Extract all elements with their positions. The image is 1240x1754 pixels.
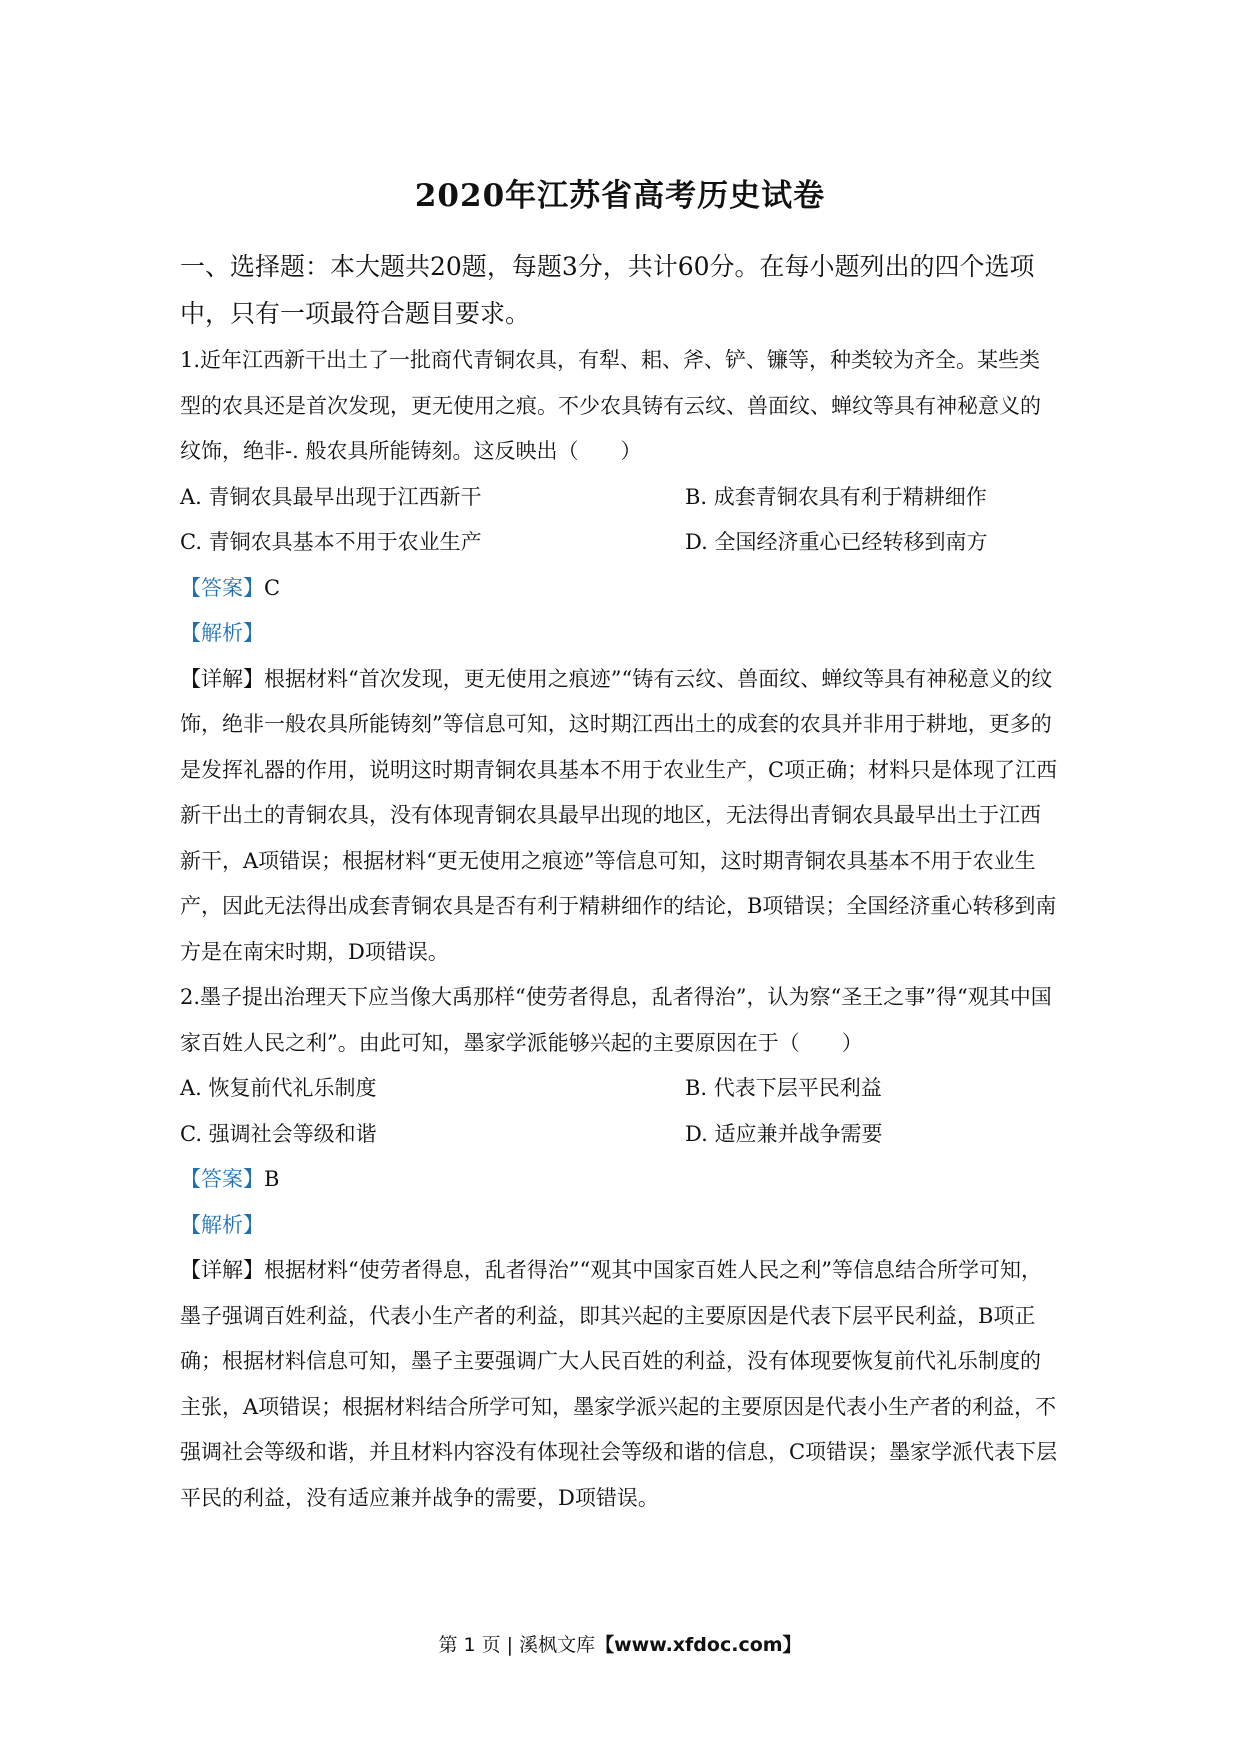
option-c: C. 青铜农具基本不用于农业生产 bbox=[180, 530, 482, 554]
question-stem: 1.近年江西新干出土了一批商代青铜农具，有犁、耜、斧、铲、镰等，种类较为齐全。某些类型的农具还是首次发现，更无使用之痕。不少农具铸有云纹、兽面纹、蝉纹等具有神秘意义的纹饰，绝非-. 般农具所能铸刻。这反映出（ ） bbox=[180, 348, 1041, 463]
detail-text: 根据材料“使劳者得息，乱者得治”“观其中国家百姓人民之利”等信息结合所学可知，墨子强调百姓利益，代表小生产者的利益，即其兴起的主要原因是代表下层平民利益，B项正确；根据材料信息可知，墨子主要强调广大人民百姓的利益，没有体现要恢复前代礼乐制度的主张，A项错误；根据材料结合所学可知，墨家学派兴起的主要原因是代表小生产者的利益，不强调社会等级和谐，并且材料内容没有体现社会等级和谐的信息，C项错误；墨家学派代表下层平民的利益，没有适应兼并战争的需要，D项错误。 bbox=[180, 1258, 1058, 1510]
footer-separator: | bbox=[506, 1634, 514, 1656]
option-list bbox=[180, 475, 1060, 566]
site-url: 【www.xfdoc.com】 bbox=[595, 1634, 802, 1656]
site-name: 溪枫文库 bbox=[519, 1634, 596, 1656]
analysis-line bbox=[180, 1203, 1060, 1249]
question-stem: 2.墨子提出治理天下应当像大禹那样“使劳者得息，乱者得治”，认为察“圣王之事”得“观其中国家百姓人民之利”。由此可知，墨家学派能够兴起的主要原因在于（ ） bbox=[180, 985, 1052, 1055]
option-c: C. 强调社会等级和谐 bbox=[180, 1121, 377, 1146]
option-b: B. 成套青铜农具有利于精耕细作 bbox=[685, 484, 987, 509]
question-list bbox=[180, 338, 1060, 1521]
analysis-tag: 【解析】 bbox=[180, 621, 264, 645]
page-number: 第 1 页 bbox=[438, 1634, 501, 1656]
detail-paragraph bbox=[180, 657, 1060, 976]
analysis-line bbox=[180, 611, 1060, 657]
answer-line bbox=[180, 1157, 1060, 1203]
answer-value: C bbox=[264, 575, 281, 600]
detail-text: 根据材料“首次发现，更无使用之痕迹”“铸有云纹、兽面纹、蝉纹等具有神秘意义的纹饰，绝非一般农具所能铸刻”等信息可知，这时期江西出土的成套的农具并非用于耕地，更多的是发挥礼器的作用，说明这时期青铜农具基本不用于农业生产，C项正确；材料只是体现了江西新干出土的青铜农具，没有体现青铜农具最早出现的地区，无法得出青铜农具最早出土于江西新干，A项错误；根据材料“更无使用之痕迹”等信息可知，这时期青铜农具基本不用于农业生产，因此无法得出成套青铜农具是否有利于精耕细作的结论，B项错误；全国经济重心转移到南方是在南宋时期，D项错误。 bbox=[180, 666, 1058, 964]
section-heading: 一、选择题：本大题共20题，每题3分，共计60分。在每小题列出的四个选项中，只有一项最符合题目要求。 bbox=[180, 252, 1035, 328]
option-d: D. 全国经济重心已经转移到南方 bbox=[685, 530, 988, 554]
detail-paragraph bbox=[180, 1248, 1060, 1521]
question-2 bbox=[180, 975, 1060, 1521]
question-1 bbox=[180, 338, 1060, 975]
detail-tag: 【详解】 bbox=[180, 666, 264, 691]
detail-tag: 【详解】 bbox=[180, 1258, 264, 1282]
option-b: B. 代表下层平民利益 bbox=[685, 1076, 882, 1100]
option-d: D. 适应兼并战争需要 bbox=[685, 1121, 883, 1146]
option-a: A. 恢复前代礼乐制度 bbox=[180, 1076, 377, 1100]
answer-value: B bbox=[264, 1167, 280, 1191]
answer-tag: 【答案】 bbox=[180, 1167, 264, 1191]
answer-line bbox=[180, 566, 1060, 612]
analysis-tag: 【解析】 bbox=[180, 1212, 264, 1237]
page-footer bbox=[0, 1630, 1240, 1657]
option-list bbox=[180, 1066, 1060, 1157]
page-title: 2020年江苏省高考历史试卷 bbox=[414, 178, 826, 214]
option-a: A. 青铜农具最早出现于江西新干 bbox=[180, 484, 482, 509]
answer-tag: 【答案】 bbox=[180, 575, 264, 600]
